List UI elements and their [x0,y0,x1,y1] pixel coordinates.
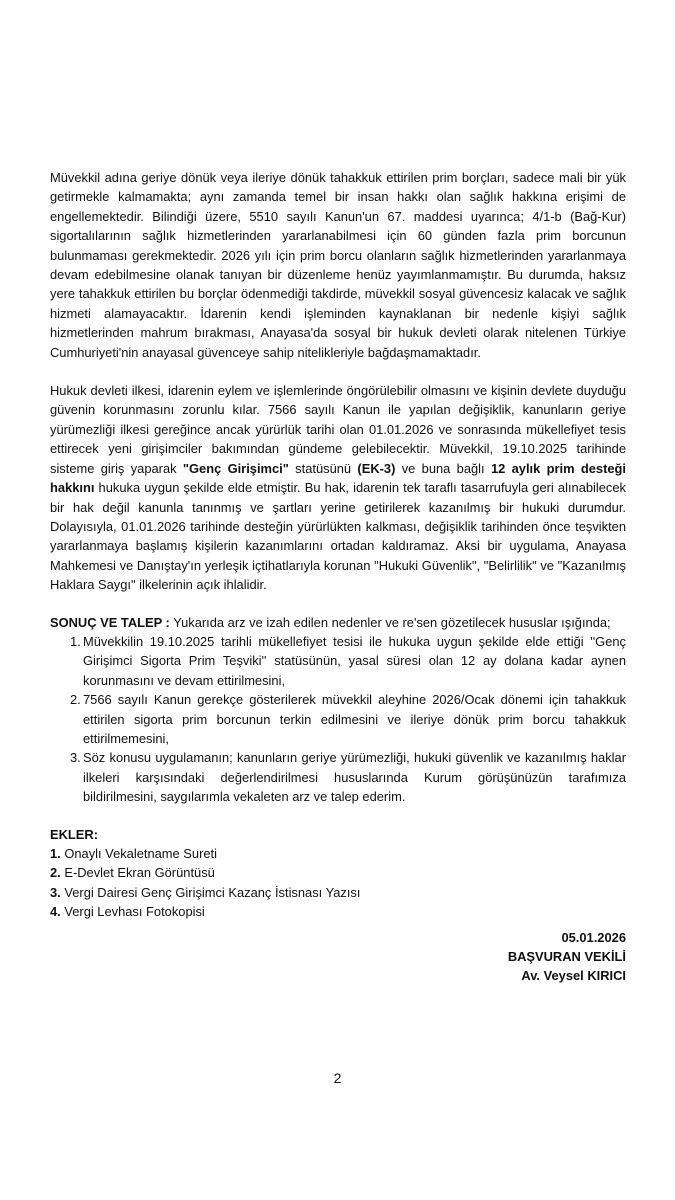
attachment-number: 3. [50,884,61,900]
request-number: 3. [70,750,81,766]
bold-prim-destegi: 12 aylık prim desteği hakkını [50,460,627,496]
attachment-text: E-Devlet Ekran Görüntüsü [60,865,215,881]
paragraph-text: statüsünü [288,460,358,476]
attachment-text: Vergi Levhası Fotokopisi [60,904,205,920]
request-list [50,632,626,807]
page-number: 2 [333,1070,342,1086]
attachment-item [50,883,626,902]
signature-name: Av. Veysel KIRICI [521,968,626,984]
request-item [50,690,626,748]
request-number: 1. [70,633,81,649]
request-number: 2. [70,692,81,708]
request-text: 7566 sayılı Kanun gerekçe gösterilerek müvekkil aleyhine 2026/Ocak dönemi için tahakkuk ettirilen sigorta prim borcunun terkin edilmesini ve ileriye dönük prim borcu tahakkuk ettirilmemesini, [83,692,626,746]
paragraph-text: ve buna bağlı [395,460,491,476]
attachment-number: 1. [50,846,61,861]
attachment-text: Onaylı Vekaletname Sureti [60,846,217,861]
conclusion-intro [50,613,626,632]
attachment-number: 2. [50,865,61,881]
request-item [50,632,626,690]
request-item [50,748,626,806]
attachments-section [50,825,626,922]
paragraph-text: hukuka uygun şekilde elde etmiştir. Bu hak, idarenin tek taraflı tasarrufuyla geri alınabilecek bir hak değil kanunla tanınmış ve şartları yerine getirilerek kazanılmış bir hukuki durumdur. Dolayısıyla, 01.01.2026 tarihinde desteğin yürürlükten kalkması, değişiklik tarihinden önce teşvikten yararlanmaya başlamış kişilerin kazanımlarını ortadan kaldıramaz. Aksi bir uygulama, Anayasa Mahkemesi ve Danıştay'ın yerleşik içtihatlarıyla korunan "Hukuki Güvenlik", "Belirlilik" ve "Kazanılmış Haklara Saygı" ilkelerinin açık ihlalidir. [50,480,626,593]
signature-role: BAŞVURAN VEKİLİ [507,949,626,965]
conclusion-section [50,613,626,807]
paragraph-rule-of-law [50,381,626,594]
request-text: Müvekkilin 19.10.2025 tarihli mükellefiyet tesisi ile hukuka uygun şekilde elde ettiği ''Genç Girişimci Sigorta Prim Teşviki'' statüsünün, yasal süresi olan 12 ay dolana kadar aynen korunmasını ve devam ettirilmesini, [83,633,626,688]
signature-date: 05.01.2026 [561,929,626,945]
attachment-text: Vergi Dairesi Genç Girişimci Kazanç İstisnası Yazısı [60,884,361,900]
attachment-item [50,863,626,882]
attachment-item [50,902,626,921]
document-body [50,168,626,986]
conclusion-intro-text: Yukarıda arz ve izah edilen nedenler ve re'sen gözetilecek hususlar ışığında; [169,614,611,630]
signature-block [50,928,626,986]
conclusion-heading: SONUÇ VE TALEP : [50,614,170,630]
attachments-title: EKLER: [50,826,98,842]
attachment-number: 4. [50,904,61,920]
bold-genc-girisimci: "Genç Girişimci" [182,460,289,476]
attachment-item [50,844,626,863]
bold-ek3: (EK-3) [357,460,396,476]
paragraph-health-rights: Müvekkil adına geriye dönük veya ileriye dönük tahakkuk ettirilen prim borçları, sadece mali bir yük getirmekle kalmamakta; aynı zamanda temel bir insan hakkı olan sağlık hakkına erişimi de engellemektedir. Bilindiği üzere, 5510 sayılı Kanun'un 67. maddesi uyarınca; 4/1-b (Bağ-Kur) sigortalılarının sağlık hizmetlerinden yararlanabilmesi için 60 günden fazla prim borcunun bulunmaması gerekmektedir. 2026 yılı için prim borcu olanların sağlık hizmetlerinden yararlanmaya devam edebilmesine olanak tanıyan bir düzenleme henüz yayımlanmamıştır. Bu durumda, haksız yere tahakkuk ettirilen bu borçlar ödenmediği takdirde, müvekkil sosyal güvencesiz kalacak ve sağlık hizmeti alamayacaktır. İdarenin kendi işleminden kaynaklanan bir nedenle kişiyi sağlık hizmetlerinden mahrum bırakması, Anayasa'da sosyal bir hukuk devleti olarak nitelenen Türkiye Cumhuriyeti'nin anayasal güvenceye sahip nitelikleriyle bağdaşmamaktadır. [50,170,626,360]
paragraph-text: Hukuk devleti ilkesi, idarenin eylem ve işlemlerinde öngörülebilir olmasını ve kişinin devlete duyduğu güvenin korunmasını zorunlu kılar. 7566 sayılı Kanun ile yapılan değişiklik, kanunların geriye yürümezliği ilkesi gereğince ancak yürürlük tarihi olan 01.01.2026 ve sonrasında mükellefiyet tesis ettirecek yeni girişimciler bakımından gündeme gelebilecektir. Müvekkil, 19.10.2025 tarihinde sisteme giriş yaparak [50,383,626,476]
request-text: Söz konusu uygulamanın; kanunların geriye yürümezliği, hukuki güvenlik ve kazanılmış haklar ilkeleri karşısındaki değerlendirilmesi hususlarında Kurum görüşünüzün tarafımıza bildirilmesini, saygılarımla vekaleten arz ve talep ederim. [83,750,626,805]
